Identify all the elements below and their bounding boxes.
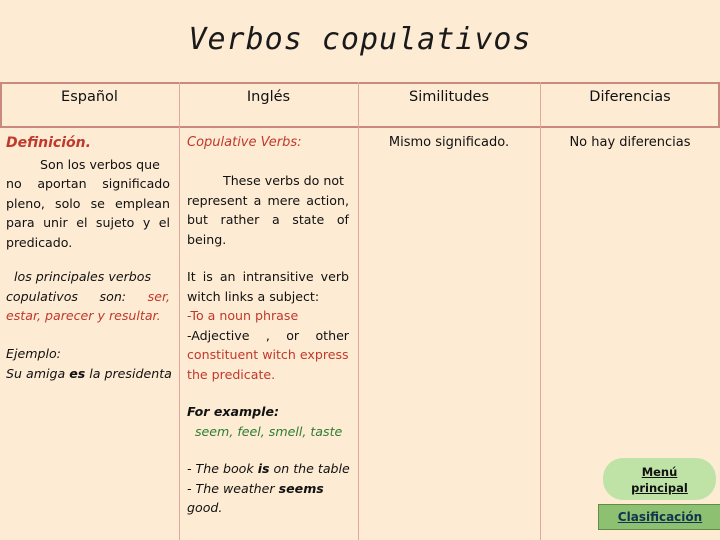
for-example-block: [187, 402, 352, 441]
principales-line: [6, 287, 170, 307]
table-top-border: [0, 82, 720, 84]
predicate-line: the predicate.: [187, 366, 276, 382]
header-bottom-border: [0, 126, 720, 128]
column-divider: [179, 82, 180, 540]
book-pre: - The book: [187, 461, 254, 476]
ingles-def-line: These verbs do not: [223, 173, 344, 188]
book-verb: is: [257, 461, 270, 476]
intrans-line: witch links a subject:: [187, 288, 320, 304]
weather-pre: - The weather: [187, 480, 275, 496]
ejemplo-pre: Su amiga: [6, 365, 66, 381]
header-espanol: Español: [61, 89, 118, 105]
for-example-label: For example:: [187, 404, 280, 419]
weather-post: good.: [187, 500, 223, 515]
ingles-def-line: being.: [187, 231, 227, 247]
ejemplo-post: la presidenta: [89, 365, 172, 381]
header-ingles: Inglés: [246, 89, 291, 105]
constituent-line: constituent witch express: [187, 347, 349, 362]
definicion-line: predicado.: [6, 234, 73, 250]
definicion-line: no aportan significado: [6, 176, 170, 191]
ejemplo-label: Ejemplo:: [6, 346, 61, 361]
principales-line: los principales verbos: [14, 269, 152, 284]
principales-ser: ser,: [147, 288, 170, 304]
espanol-cell: [6, 134, 170, 252]
definicion-line: para unir el sujeto y el: [6, 215, 170, 230]
intrans-line: It is an intransitive verb: [187, 269, 349, 284]
principales-cell: [6, 267, 170, 326]
menu-line2[interactable]: principal: [631, 481, 688, 495]
ingles-def-line: but rather a state of: [187, 212, 349, 227]
ingles-definition: [187, 171, 349, 249]
header-diferencias: Diferencias: [589, 89, 671, 105]
definicion-line: pleno, solo se emplean: [6, 195, 170, 211]
definicion-line: Son los verbos que: [40, 156, 160, 172]
ingles-def-line: represent a mere action,: [187, 192, 349, 208]
book-post: on the table: [273, 461, 350, 476]
menu-line1[interactable]: Menú: [641, 465, 678, 479]
page-title: Verbos copulativos: [188, 22, 532, 57]
adjective-line: -Adjective , or other: [187, 327, 349, 343]
ejemplo-cell: [6, 344, 178, 383]
principales-pre: copulativos son:: [6, 288, 127, 304]
example-weather: [187, 479, 355, 499]
copulative-label: Copulative Verbs:: [187, 135, 302, 150]
menu-principal-button[interactable]: [603, 458, 716, 500]
ejemplo-verb: es: [69, 365, 86, 381]
menu-principal-label[interactable]: [603, 464, 716, 496]
noun-phrase-line: -To a noun phrase: [187, 308, 299, 323]
example-book: [187, 459, 355, 479]
diferencias-text: No hay diferencias: [569, 135, 691, 150]
principales-line: estar, parecer y resultar.: [6, 308, 161, 323]
similitudes-text: Mismo significado.: [388, 135, 510, 150]
definicion-label: Definición.: [6, 135, 91, 151]
for-example-text: seem, feel, smell, taste: [195, 423, 343, 439]
ingles-intransitive: [187, 267, 349, 384]
clasificacion-button[interactable]: Clasificación: [598, 504, 720, 530]
ejemplo-sentence: [6, 364, 178, 384]
examples-block: [187, 459, 355, 518]
header-similitudes: Similitudes: [409, 89, 489, 105]
weather-verb: seems: [278, 480, 324, 496]
